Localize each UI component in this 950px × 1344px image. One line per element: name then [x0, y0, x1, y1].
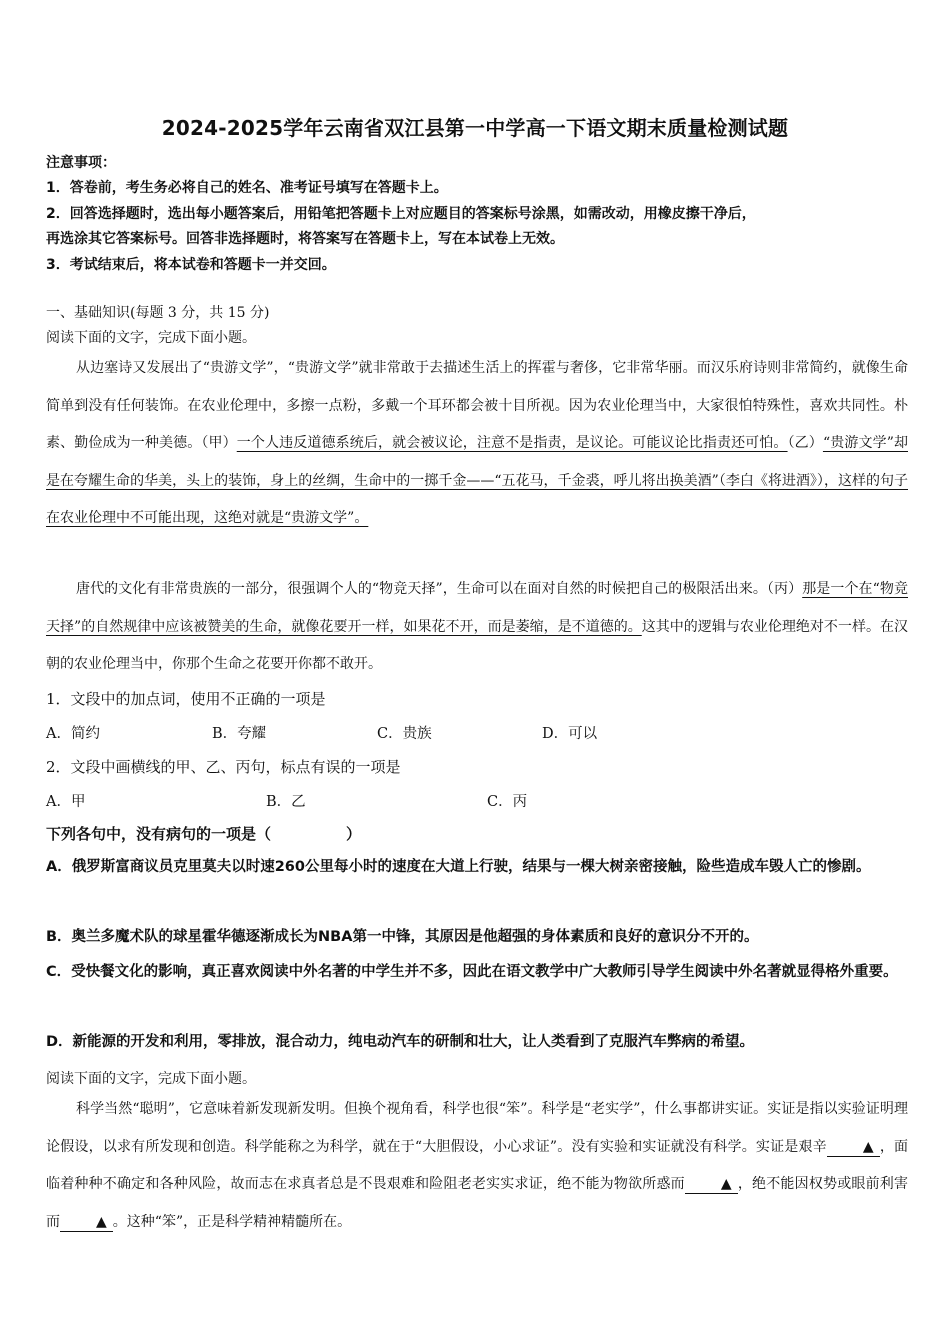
sentence-jia: 一个人违反道德系统后，就会被议论，注意不是指责，是议论。可能议论比指责还可怕。	[236, 435, 788, 451]
notice-heading: 注意事项：	[46, 155, 116, 171]
q3-stem: 下列各句中，没有病句的一项是（ ）	[46, 825, 362, 843]
section1-instruction: 阅读下面的文字，完成下面小题。	[46, 330, 256, 346]
q3-option-b[interactable]: B．奥兰多魔术队的球星霍华德逐渐成长为NBA第一中锋，其原因是他超强的身体素质和良好的意识分不开的。	[46, 929, 759, 945]
passage2-text: 。这种“笨”，正是科学精神精髓所在。	[112, 1213, 352, 1230]
exam-title: 2024-2025学年云南省双江县第一中学高一下语文期末质量检测试题	[161, 116, 789, 140]
q1-option-a[interactable]: A．简约	[46, 726, 100, 742]
sentence-yi: “贵游文学”却是在夸耀生命的华美，头上的装饰，身上的丝绸，生命中的一掷千金——“五花马，千金裘，呼儿将出换美酒”（李白《将进酒》），这样的句子在农业伦理中不可能出现，这绝对就是“贵游文学”。	[46, 435, 908, 526]
passage2-paragraph	[46, 1091, 908, 1241]
passage2-text: 科学当然“聪明”，它意味着新发现新发明。但换个视角看，科学也很“笨”。科学是“老实学”，什么事都讲实证。实证是指以实验证明理论假设，以求有所发现和创造。科学能称之为科学，就在于“大胆假设，小心求证”。没有实验和实证就没有科学。实证是艰辛	[46, 1101, 908, 1155]
q2-option-c[interactable]: C．丙	[487, 794, 528, 810]
fill-blank-3[interactable]: ▲	[60, 1213, 113, 1232]
fill-blank-2[interactable]: ▲	[685, 1175, 738, 1194]
q2-stem: 2．文段中画横线的甲、乙、丙句，标点有误的一项是	[46, 758, 401, 776]
section1-heading: 一、基础知识(每题 3 分，共 15 分)	[46, 305, 270, 321]
passage2-text: ，面临着种种不确定和各种风险，故而志在求真者总是不畏艰难和险阻老老实实求证，绝不能为物欲所惑而	[46, 1138, 909, 1192]
passage1-paragraph-1	[46, 350, 908, 538]
passage1-paragraph-2	[46, 571, 908, 684]
sentence-bing: 那是一个在“物竞天择”的自然规律中应该被赞美的生命，就像花要开一样，如果花不开，而是萎缩，是不道德的。	[46, 581, 908, 635]
passage1-text: （乙）	[787, 435, 823, 451]
q1-option-b[interactable]: B．夸耀	[212, 726, 267, 742]
section2-instruction: 阅读下面的文字，完成下面小题。	[46, 1071, 256, 1087]
q3-option-a[interactable]: A．俄罗斯富商议员克里莫夫以时速260公里每小时的速度在大道上行驶，结果与一棵大树亲密接触，险些造成车毁人亡的惨剧。	[46, 859, 871, 875]
notice-item-1: 1．答卷前，考生务必将自己的姓名、准考证号填写在答题卡上。	[46, 180, 448, 196]
notice-item-3: 3．考试结束后，将本试卷和答题卡一并交回。	[46, 257, 336, 273]
q2-option-a[interactable]: A．甲	[46, 794, 86, 810]
passage1-text: 这其中的逻辑与农业伦理绝对不一样。在汉朝的农业伦理当中，你那个生命之花要开你都不敢开。	[46, 618, 908, 672]
q1-stem: 1．文段中的加点词，使用不正确的一项是	[46, 690, 326, 708]
q1-option-d[interactable]: D．可以	[542, 726, 598, 742]
notice-item-2-cont: 再选涂其它答案标号。回答非选择题时，将答案写在答题卡上，写在本试卷上无效。	[46, 231, 564, 247]
passage1-text: 从边塞诗又发展出了“贵游文学”，“贵游文学”就非常敢于去描述生活上的挥霍与奢侈，它非常华丽。而汉乐府诗则非常简约，就像生命简单到没有任何装饰。在农业伦理中，多擦一点粉，多戴一个耳环都会被十目所视。因为农业伦理当中，大家很怕特殊性，喜欢共同性。朴素、勤俭成为一种美德。（甲）	[46, 360, 908, 451]
q2-option-b[interactable]: B．乙	[266, 794, 306, 810]
notice-item-2: 2．回答选择题时，选出每小题答案后，用铅笔把答题卡上对应题目的答案标号涂黑，如需改动，用橡皮擦干净后，	[46, 206, 756, 222]
q3-option-d[interactable]: D．新能源的开发和利用，零排放，混合动力，纯电动汽车的研制和壮大，让人类看到了克服汽车弊病的希望。	[46, 1034, 755, 1050]
q3-option-c[interactable]: C．受快餐文化的影响，真正喜欢阅读中外名著的中学生并不多，因此在语文教学中广大教师引导学生阅读中外名著就显得格外重要。	[46, 964, 898, 980]
passage1-text: 唐代的文化有非常贵族的一部分，很强调个人的“物竞天择”，生命可以在面对自然的时候把自己的极限活出来。（丙）	[76, 581, 803, 597]
q1-option-c[interactable]: C．贵族	[377, 726, 432, 742]
passage2-text: ，绝不能因权势或眼前利害而	[46, 1176, 909, 1230]
fill-blank-1[interactable]: ▲	[827, 1138, 880, 1157]
